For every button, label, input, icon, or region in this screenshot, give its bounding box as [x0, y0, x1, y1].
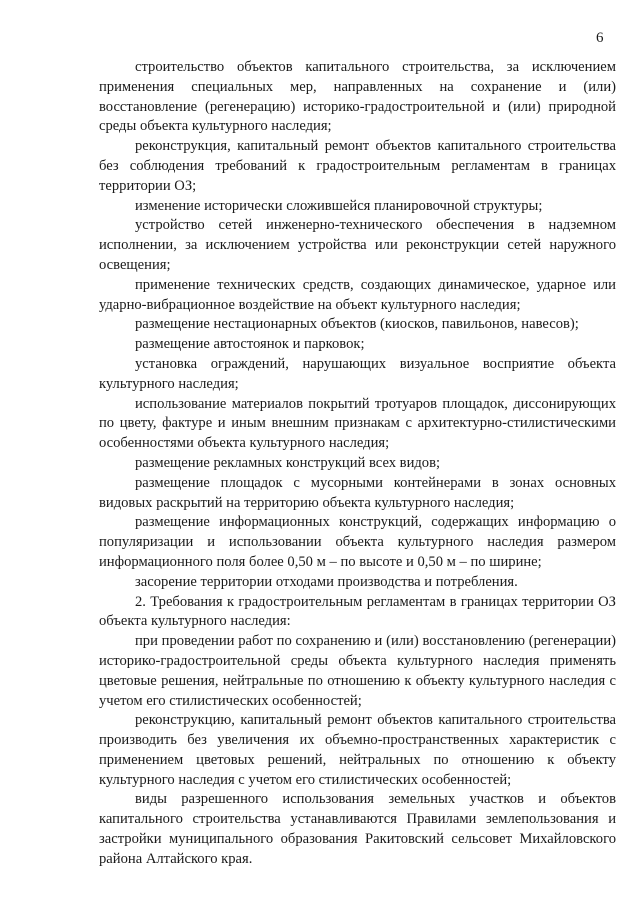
paragraph-16: реконструкцию, капитальный ремонт объектов капитального строительства производить без увеличения их объемно-пространственных характеристик с применением цветовых решений, нейтральных по отношению к объекту культурного наследия с учетом его стилистических особенностей;	[99, 712, 616, 788]
paragraph-7: размещение автостоянок и парковок;	[135, 336, 365, 353]
paragraph-9: использование материалов покрытий тротуаров площадок, диссонирующих по цвету, фактуре и иным внешним признакам с архитектурно-стилистическими особенностями объекта культурного наследия;	[99, 395, 616, 452]
paragraph-10: размещение рекламных конструкций всех видов;	[135, 454, 441, 471]
paragraph-2: реконструкция, капитальный ремонт объектов капитального строительства без соблюдения требований к градостроительным регламентам в границах территории ОЗ;	[99, 138, 616, 194]
paragraph-4: устройство сетей инженерно-технического обеспечения в надземном исполнении, за исключением устройства или реконструкции сетей наружного освещения;	[99, 217, 616, 273]
paragraph-13: засорение территории отходами производства и потребления.	[135, 573, 518, 590]
paragraph-11: размещение площадок с мусорными контейнерами в зонах основных видовых раскрытий на территорию объекта культурного наследия;	[99, 474, 616, 511]
paragraph-1: строительство объектов капитального строительства, за исключением применения специальных мер, направленных на сохранение и (или) восстановление (регенерацию) историко-градостроительной и (или) природной среды объекта культурного наследия;	[99, 59, 616, 135]
paragraph-12: размещение информационных конструкций, содержащих информацию о популяризации и использовании объекта культурного наследия размером информационного поля более 0,50 м – по высоте и 0,50 м – по ширине;	[99, 514, 616, 570]
paragraph-5: применение технических средств, создающих динамическое, ударное или ударно-вибрационное воздействие на объект культурного наследия;	[99, 276, 616, 313]
paragraph-8: установка ограждений, нарушающих визуальное восприятие объекта культурного наследия;	[99, 355, 616, 392]
paragraph-17: виды разрешенного использования земельных участков и объектов капитального строительства устанавливаются Правилами землепользования и застройки муниципального образования Ракитовский сельсовет Михайловского района Алтайского края.	[99, 791, 616, 867]
paragraph-15: при проведении работ по сохранению и (или) восстановлению (регенерации) историко-градостроительной среды объекта культурного наследия применять цветовые решения, нейтральные по отношению к объекту культурного наследия с учетом его стилистических особенностей;	[99, 633, 616, 709]
document-body	[99, 58, 616, 870]
paragraph-6: размещение нестационарных объектов (киосков, павильонов, навесов);	[135, 316, 579, 333]
paragraph-14: 2. Требования к градостроительным регламентам в границах территории ОЗ объекта культурного наследия:	[99, 593, 616, 630]
paragraph-3: изменение исторически сложившейся планировочной структуры;	[135, 197, 543, 214]
page-number: 6	[596, 30, 604, 46]
